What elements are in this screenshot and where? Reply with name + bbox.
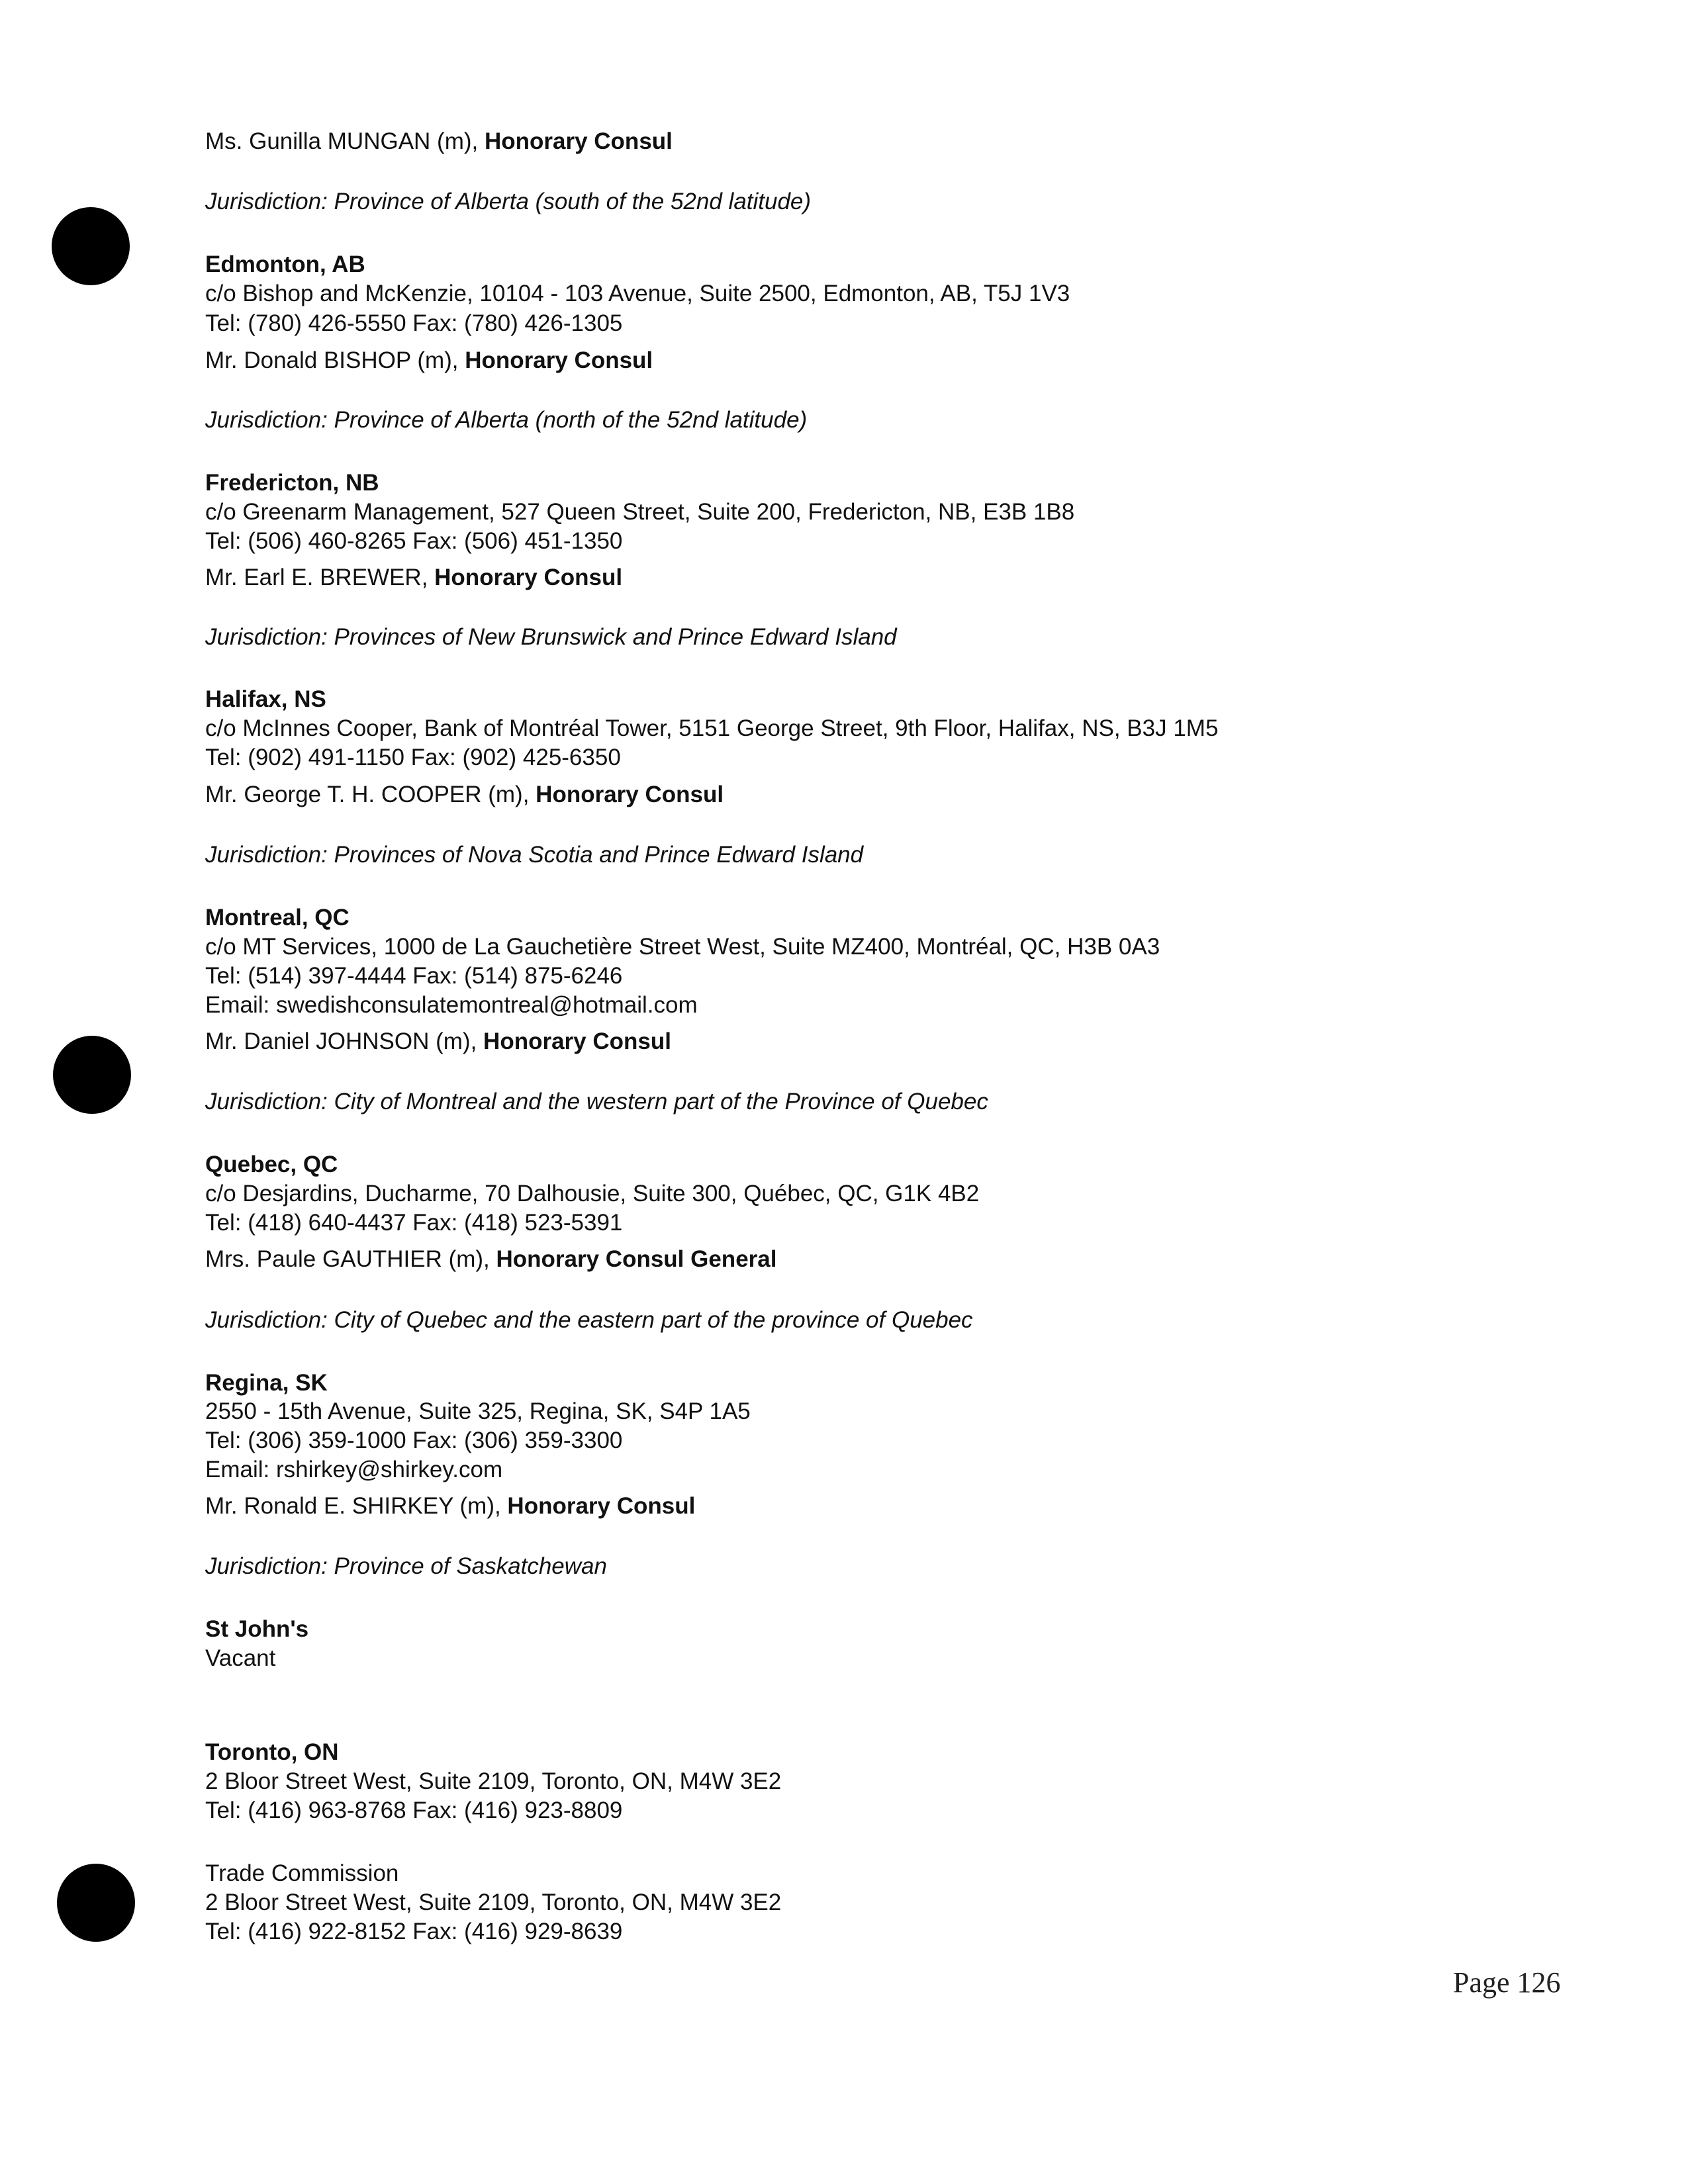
city-heading: St John's [205, 1616, 309, 1642]
address-line: 2550 - 15th Avenue, Suite 325, Regina, SK, S4P 1A5 [205, 1398, 751, 1424]
city-heading: Edmonton, AB [205, 251, 365, 277]
consul-title: Honorary Consul [434, 565, 623, 590]
address-line: c/o Greenarm Management, 527 Queen Street, Suite 200, Fredericton, NB, E3B 1B8 [205, 499, 1075, 525]
city-heading: Halifax, NS [205, 686, 326, 712]
consul-title: Honorary Consul [483, 1028, 671, 1054]
consul-title: Honorary Consul General [496, 1246, 777, 1272]
address-line: c/o Bishop and McKenzie, 10104 - 103 Avenue, Suite 2500, Edmonton, AB, T5J 1V3 [205, 281, 1070, 306]
email-line: Email: rshirkey@shirkey.com [205, 1457, 503, 1482]
consul-line: Ms. Gunilla MUNGAN (m), Honorary Consul [205, 128, 673, 154]
address-line: c/o McInnes Cooper, Bank of Montréal Tower, 5151 George Street, 9th Floor, Halifax, NS, B3J 1M5 [205, 715, 1219, 741]
city-heading: Fredericton, NB [205, 470, 379, 496]
city-heading: Montreal, QC [205, 905, 350, 931]
jurisdiction-line: Jurisdiction: Provinces of New Brunswick and Prince Edward Island [205, 624, 897, 650]
consul-title: Honorary Consul [465, 347, 653, 373]
jurisdiction-line: Jurisdiction: Province of Alberta (south of the 52nd latitude) [205, 189, 812, 214]
city-heading: Toronto, ON [205, 1739, 339, 1765]
consul-line: Mr. Earl E. BREWER, Honorary Consul [205, 565, 623, 590]
phone-line: Tel: (506) 460-8265 Fax: (506) 451-1350 [205, 528, 623, 554]
consul-line: Mr. Donald BISHOP (m), Honorary Consul [205, 347, 653, 373]
consul-line: Mrs. Paule GAUTHIER (m), Honorary Consul General [205, 1246, 777, 1272]
punch-hole [57, 1864, 135, 1942]
phone-line: Tel: (418) 640-4437 Fax: (418) 523-5391 [205, 1210, 623, 1236]
jurisdiction-line: Jurisdiction: City of Montreal and the western part of the Province of Quebec [205, 1089, 988, 1115]
punch-hole [52, 207, 130, 285]
status-line: Vacant [205, 1645, 276, 1671]
address-line: c/o Desjardins, Ducharme, 70 Dalhousie, Suite 300, Québec, QC, G1K 4B2 [205, 1181, 980, 1206]
jurisdiction-line: Jurisdiction: City of Quebec and the eastern part of the province of Quebec [205, 1307, 973, 1333]
jurisdiction-line: Jurisdiction: Provinces of Nova Scotia and Prince Edward Island [205, 842, 864, 868]
city-heading: Regina, SK [205, 1370, 328, 1396]
address-line: 2 Bloor Street West, Suite 2109, Toronto, ON, M4W 3E2 [205, 1889, 782, 1915]
consul-line: Mr. George T. H. COOPER (m), Honorary Consul [205, 782, 724, 807]
consul-line: Mr. Daniel JOHNSON (m), Honorary Consul [205, 1028, 671, 1054]
trade-commission-title: Trade Commission [205, 1860, 399, 1886]
consul-line: Mr. Ronald E. SHIRKEY (m), Honorary Consul [205, 1493, 696, 1519]
consul-title: Honorary Consul [484, 128, 673, 154]
jurisdiction-line: Jurisdiction: Province of Saskatchewan [205, 1553, 607, 1579]
punch-hole [53, 1036, 131, 1114]
phone-line: Tel: (306) 359-1000 Fax: (306) 359-3300 [205, 1428, 623, 1453]
address-line: c/o MT Services, 1000 de La Gauchetière Street West, Suite MZ400, Montréal, QC, H3B 0A3 [205, 934, 1160, 960]
page-number: Page 126 [1453, 1966, 1561, 1999]
jurisdiction-line: Jurisdiction: Province of Alberta (north of the 52nd latitude) [205, 407, 808, 433]
address-line: 2 Bloor Street West, Suite 2109, Toronto, ON, M4W 3E2 [205, 1768, 782, 1794]
city-heading: Quebec, QC [205, 1152, 338, 1177]
phone-line: Tel: (416) 963-8768 Fax: (416) 923-8809 [205, 1797, 623, 1823]
phone-line: Tel: (416) 922-8152 Fax: (416) 929-8639 [205, 1919, 623, 1944]
consul-title: Honorary Consul [507, 1493, 696, 1519]
phone-line: Tel: (902) 491-1150 Fax: (902) 425-6350 [205, 745, 621, 770]
phone-line: Tel: (780) 426-5550 Fax: (780) 426-1305 [205, 310, 623, 336]
email-line: Email: swedishconsulatemontreal@hotmail.com [205, 992, 698, 1018]
consul-title: Honorary Consul [536, 782, 724, 807]
phone-line: Tel: (514) 397-4444 Fax: (514) 875-6246 [205, 963, 623, 989]
